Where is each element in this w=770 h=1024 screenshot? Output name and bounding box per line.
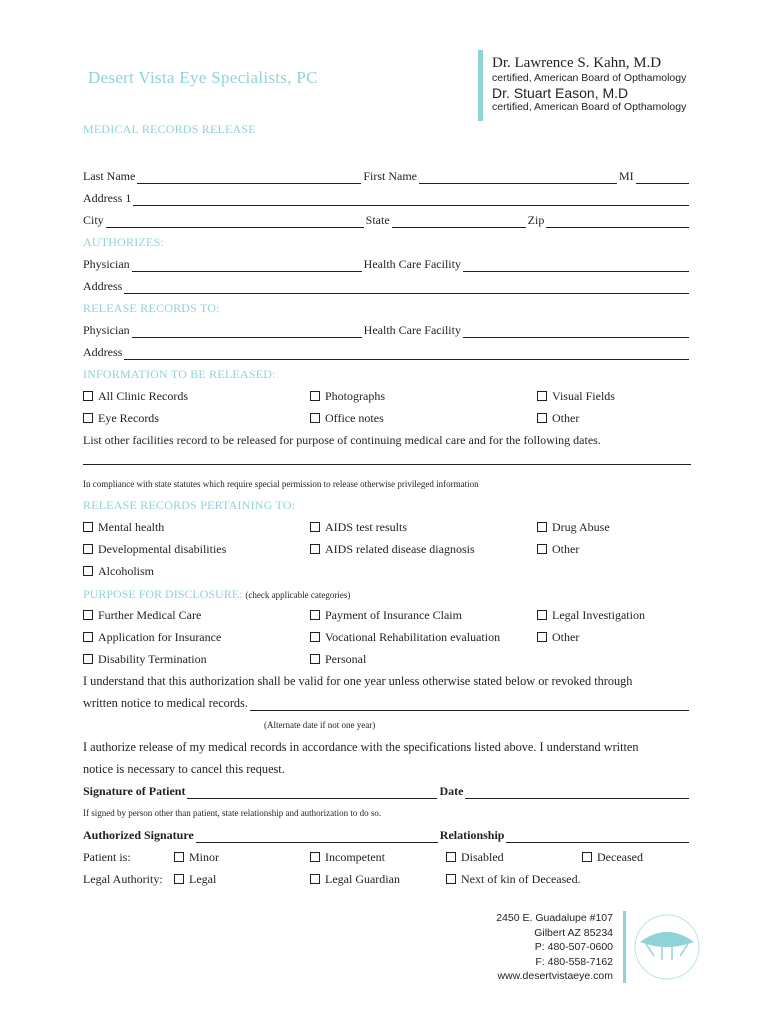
checkbox-vocational[interactable]: [310, 630, 500, 645]
list-other-field[interactable]: [83, 464, 691, 465]
checkbox-label: Other: [552, 630, 580, 644]
patient-is-label: Patient is:: [83, 850, 131, 864]
authorizes-facility-field[interactable]: [463, 260, 689, 272]
state-label: State: [365, 213, 390, 227]
checkbox-office-notes[interactable]: [310, 411, 384, 426]
checkbox-label: Minor: [189, 850, 219, 864]
checkbox-label: Vocational Rehabilitation evaluation: [325, 630, 501, 644]
checkbox-box: [310, 654, 320, 664]
city-row: [83, 212, 691, 228]
mi-field[interactable]: [636, 172, 689, 184]
authorized-signature-row: [83, 827, 691, 843]
authorized-signature-label: Authorized Signature: [83, 828, 194, 842]
doctor1-name: Dr. Lawrence S. Kahn, M.D: [492, 55, 662, 71]
authorize-line2: notice is necessary to cancel this request.: [83, 762, 285, 776]
checkbox-box: [83, 544, 93, 554]
header-accent-bar: [478, 50, 483, 121]
checkbox-label: Disability Termination: [98, 652, 207, 666]
alternate-date-note: (Alternate date if not one year): [264, 720, 376, 730]
last-name-label: Last Name: [83, 169, 136, 183]
form-title: MEDICAL RECORDS RELEASE: [83, 122, 256, 136]
first-name-label: First Name: [363, 169, 417, 183]
footer-address-block: [440, 911, 613, 984]
address1-field[interactable]: [133, 194, 689, 206]
checkbox-legal-investigation[interactable]: [537, 608, 645, 623]
checkbox-next-of-kin[interactable]: [446, 872, 581, 887]
footer-city: Gilbert AZ 85234: [534, 926, 613, 939]
checkbox-label: Incompetent: [325, 850, 385, 864]
release-address-label: Address: [83, 345, 123, 359]
checkbox-box: [310, 413, 320, 423]
authorizes-physician-label: Physician: [83, 257, 130, 271]
checkbox-purpose-other[interactable]: [537, 630, 579, 645]
authorizes-address-row: [83, 278, 691, 294]
checkbox-box: [537, 391, 547, 401]
checkbox-label: Other: [552, 411, 580, 425]
authorized-signature-field[interactable]: [196, 831, 438, 843]
footer-website[interactable]: www.desertvistaeye.com: [497, 970, 613, 982]
authorizes-heading: AUTHORIZES:: [83, 235, 164, 249]
checkbox-label: Drug Abuse: [552, 520, 610, 534]
checkbox-box: [537, 544, 547, 554]
authorize-line1: I authorize release of my medical records in accordance with the specifications listed above. I understand written: [83, 740, 639, 754]
checkbox-label: Developmental disabilities: [98, 542, 227, 556]
checkbox-application-insurance[interactable]: [83, 630, 221, 645]
checkbox-label: Other: [552, 542, 580, 556]
release-physician-row: [83, 322, 691, 338]
checkbox-label: Visual Fields: [552, 389, 615, 403]
checkbox-label: Further Medical Care: [98, 608, 202, 622]
checkbox-label: AIDS test results: [325, 520, 407, 534]
city-field[interactable]: [106, 216, 364, 228]
checkbox-box: [310, 522, 320, 532]
checkbox-box: [174, 852, 184, 862]
checkbox-personal[interactable]: [310, 652, 366, 667]
checkbox-legal-guardian[interactable]: [310, 872, 400, 887]
purpose-heading: PURPOSE FOR DISCLOSURE:: [83, 587, 243, 601]
patient-signature-field[interactable]: [187, 787, 437, 799]
mi-label: MI: [618, 169, 634, 183]
checkbox-mental-health[interactable]: [83, 520, 164, 535]
address1-label: Address 1: [83, 191, 132, 205]
zip-label: Zip: [527, 213, 545, 227]
release-to-heading: RELEASE RECORDS TO:: [83, 301, 220, 315]
purpose-heading-row: [83, 587, 350, 602]
validity-line2: written notice to medical records.: [83, 696, 248, 710]
checkbox-box: [83, 610, 93, 620]
checkbox-minor[interactable]: [174, 850, 219, 865]
checkbox-box: [446, 874, 456, 884]
validity-row: [83, 695, 691, 711]
legal-authority-label: Legal Authority:: [83, 872, 163, 886]
date-field[interactable]: [465, 787, 689, 799]
name-row: [83, 168, 691, 184]
checkbox-box: [174, 874, 184, 884]
zip-field[interactable]: [546, 216, 689, 228]
release-physician-field[interactable]: [132, 326, 362, 338]
signature-note: If signed by person other than patient, state relationship and authorization to do so.: [83, 808, 382, 818]
address1-row: [83, 190, 691, 206]
authorizes-address-field[interactable]: [124, 282, 689, 294]
release-address-row: [83, 344, 691, 360]
patient-signature-label: Signature of Patient: [83, 784, 186, 798]
checkbox-box: [83, 654, 93, 664]
state-field[interactable]: [392, 216, 526, 228]
checkbox-eye-records[interactable]: [83, 411, 159, 426]
checkbox-label: Legal Guardian: [325, 872, 400, 886]
checkbox-further-care[interactable]: [83, 608, 201, 623]
footer-accent-bar: [623, 911, 626, 983]
relationship-label: Relationship: [439, 828, 505, 842]
checkbox-label: Next of kin of Deceased.: [461, 872, 581, 886]
validity-line1: I understand that this authorization shall be valid for one year unless otherwise stated below or revoked through: [83, 674, 633, 688]
last-name-field[interactable]: [137, 172, 361, 184]
list-other-text: List other facilities record to be released for purpose of continuing medical care and for the following dates.: [83, 433, 601, 447]
checkbox-label: Payment of Insurance Claim: [325, 608, 462, 622]
info-heading: INFORMATION TO BE RELEASED:: [83, 367, 276, 381]
checkbox-pertaining-other[interactable]: [537, 542, 579, 557]
footer-fax: F: 480-558-7162: [535, 955, 613, 968]
checkbox-box: [310, 852, 320, 862]
checkbox-label: AIDS related disease diagnosis: [325, 542, 475, 556]
checkbox-label: Legal: [189, 872, 217, 886]
checkbox-label: All Clinic Records: [98, 389, 188, 403]
checkbox-info-other[interactable]: [537, 411, 579, 426]
compliance-note: In compliance with state statutes which require special permission to release otherwise privileged information: [83, 479, 479, 489]
checkbox-disability-termination[interactable]: [83, 652, 207, 667]
checkbox-label: Deceased: [597, 850, 643, 864]
checkbox-incompetent[interactable]: [310, 850, 385, 865]
checkbox-box: [310, 874, 320, 884]
checkbox-insurance-claim[interactable]: [310, 608, 462, 623]
pertaining-heading: RELEASE RECORDS PERTAINING TO:: [83, 498, 296, 512]
release-physician-label: Physician: [83, 323, 130, 337]
authorizes-physician-row: [83, 256, 691, 272]
footer-street: 2450 E. Guadalupe #107: [496, 912, 613, 924]
checkbox-box: [83, 391, 93, 401]
checkbox-label: Alcoholism: [98, 564, 154, 578]
doctor2-cert: certified, American Board of Opthamology: [492, 101, 687, 113]
checkbox-label: Personal: [325, 652, 367, 666]
checkbox-box: [582, 852, 592, 862]
checkbox-box: [537, 610, 547, 620]
doctor2-name: Dr. Stuart Eason, M.D: [492, 85, 629, 101]
practice-name: Desert Vista Eye Specialists, PC: [88, 68, 318, 87]
checkbox-photographs[interactable]: [310, 389, 385, 404]
checkbox-developmental[interactable]: [83, 542, 226, 557]
authorizes-facility-label: Health Care Facility: [363, 257, 461, 271]
checkbox-box: [83, 413, 93, 423]
checkbox-disabled[interactable]: [446, 850, 504, 865]
authorizes-physician-field[interactable]: [132, 260, 362, 272]
authorizes-address-label: Address: [83, 279, 123, 293]
checkbox-label: Application for Insurance: [98, 630, 222, 644]
checkbox-label: Mental health: [98, 520, 165, 534]
checkbox-box: [310, 544, 320, 554]
release-facility-label: Health Care Facility: [363, 323, 461, 337]
checkbox-box: [310, 632, 320, 642]
patient-signature-row: [83, 783, 691, 799]
checkbox-box: [537, 522, 547, 532]
checkbox-label: Photographs: [325, 389, 385, 403]
doctor1-cert: certified, American Board of Opthamology: [492, 72, 687, 84]
checkbox-box: [446, 852, 456, 862]
checkbox-box: [310, 610, 320, 620]
checkbox-box: [310, 391, 320, 401]
checkbox-aids-test[interactable]: [310, 520, 407, 535]
checkbox-visual-fields[interactable]: [537, 389, 615, 404]
relationship-field[interactable]: [506, 831, 689, 843]
checkbox-label: Office notes: [325, 411, 384, 425]
checkbox-label: Eye Records: [98, 411, 159, 425]
checkbox-box: [83, 522, 93, 532]
checkbox-drug-abuse[interactable]: [537, 520, 610, 535]
checkbox-alcoholism[interactable]: [83, 564, 154, 579]
eye-logo-icon: [632, 912, 702, 982]
footer-phone: P: 480-507-0600: [534, 941, 613, 953]
first-name-field[interactable]: [419, 172, 617, 184]
checkbox-all-clinic-records[interactable]: [83, 389, 188, 404]
checkbox-aids-related[interactable]: [310, 542, 475, 557]
checkbox-label: Disabled: [461, 850, 504, 864]
purpose-note: (check applicable categories): [245, 590, 351, 600]
release-facility-field[interactable]: [463, 326, 689, 338]
checkbox-deceased[interactable]: [582, 850, 643, 865]
date-label: Date: [439, 784, 464, 798]
checkbox-label: Legal Investigation: [552, 608, 645, 622]
checkbox-box: [83, 566, 93, 576]
alternate-date-field[interactable]: [250, 699, 689, 711]
city-label: City: [83, 213, 104, 227]
checkbox-legal[interactable]: [174, 872, 216, 887]
checkbox-box: [83, 632, 93, 642]
release-address-field[interactable]: [124, 348, 689, 360]
checkbox-box: [537, 632, 547, 642]
checkbox-box: [537, 413, 547, 423]
